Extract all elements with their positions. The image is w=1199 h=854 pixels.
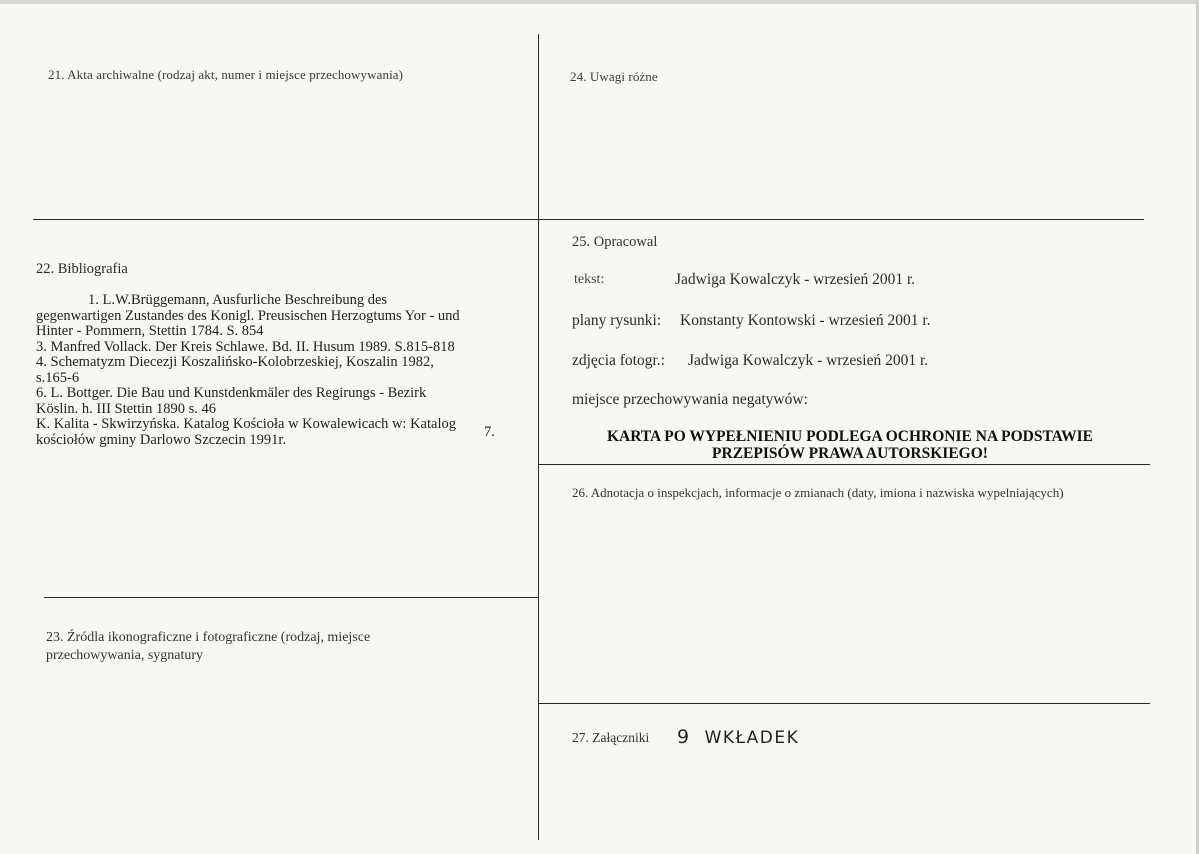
credit-negatywy-label: miejsce przechowywania negatywów:	[572, 391, 808, 408]
section-23-label-line2: przechowywania, sygnatury	[46, 648, 204, 663]
handwritten-number: 9	[677, 726, 691, 748]
copyright-notice-line1: KARTA PO WYPEŁNIENIU PODLEGA OCHRONIE NA PODSTAWIE	[606, 428, 1094, 445]
bibliography-line: 3. Manfred Vollack. Der Kreis Schlawe. Bd. II. Husum 1989. S.815-818	[36, 338, 455, 355]
credit-tekst-value: Jadwiga Kowalczyk - wrzesień 2001 r.	[675, 271, 916, 288]
section-22-label: 22. Bibliografia	[36, 261, 128, 277]
bibliography-line: K. Kalita - Skwirzyńska. Katalog Kościoła w Kowalewicach w: Katalog	[36, 416, 456, 432]
copyright-notice	[560, 428, 1140, 462]
rule-after-21	[33, 219, 538, 220]
section-24-label: 24. Uwagi różne	[570, 69, 658, 84]
credit-plany-label: plany rysunki:	[572, 312, 662, 329]
credit-zdjecia-label: zdjęcia fotogr.:	[572, 352, 665, 369]
bibliography-marker-7: 7.	[484, 424, 495, 440]
credit-tekst-label: tekst:	[574, 272, 605, 287]
section-27-label: 27. Załączniki	[572, 730, 650, 745]
handwritten-attachments	[677, 726, 799, 748]
bibliography-line: 4. Schematyzm Diecezji Koszalińsko-Kolobrzeskiej, Koszalin 1982,	[36, 354, 434, 370]
credit-zdjecia-value: Jadwiga Kowalczyk - wrzesień 2001 r.	[688, 352, 929, 369]
rule-after-22	[44, 597, 538, 598]
bibliography-line: 6. L. Bottger. Die Bau und Kunstdenkmäler des Regirungs - Bezirk	[36, 385, 427, 401]
handwritten-text: WKŁADEK	[704, 728, 800, 748]
bibliography-line: 1. L.W.Brüggemann, Ausfurliche Beschreibung des	[88, 292, 388, 308]
copyright-notice-line2: PRZEPISÓW PRAWA AUTORSKIEGO!	[712, 445, 988, 462]
bibliography-list	[36, 293, 506, 448]
credit-plany-value: Konstanty Kontowski - wrzesień 2001 r.	[680, 312, 931, 329]
section-21-label: 21. Akta archiwalne (rodzaj akt, numer i miejsce przechowywania)	[48, 67, 404, 82]
rule-after-24	[538, 219, 1144, 220]
bibliography-line: gegenwartigen Zustandes des Konigl. Preusischen Herzogtums Yor - und	[36, 307, 460, 324]
rule-after-26	[538, 703, 1150, 704]
section-26-label: 26. Adnotacja o inspekcjach, informacje o zmianach (daty, imiona i nazwiska wypelniających)	[572, 485, 1064, 500]
bibliography-line: kościołów gminy Darlowo Szczecin 1991r.	[36, 431, 287, 448]
bibliography-line: Köslin. h. III Stettin 1890 s. 46	[36, 400, 217, 417]
paper-top-edge	[0, 0, 1199, 4]
section-23-label-line1: 23. Źródla ikonograficzne i fotograficzne (rodzaj, miejsce	[46, 630, 371, 645]
section-25-label: 25. Opracowal	[572, 234, 658, 250]
bibliography-line: Hinter - Pommern, Stettin 1784. S. 854	[36, 323, 264, 339]
bibliography-line: s.165-6	[36, 369, 80, 386]
rule-after-25	[538, 464, 1150, 465]
column-divider	[538, 34, 539, 840]
